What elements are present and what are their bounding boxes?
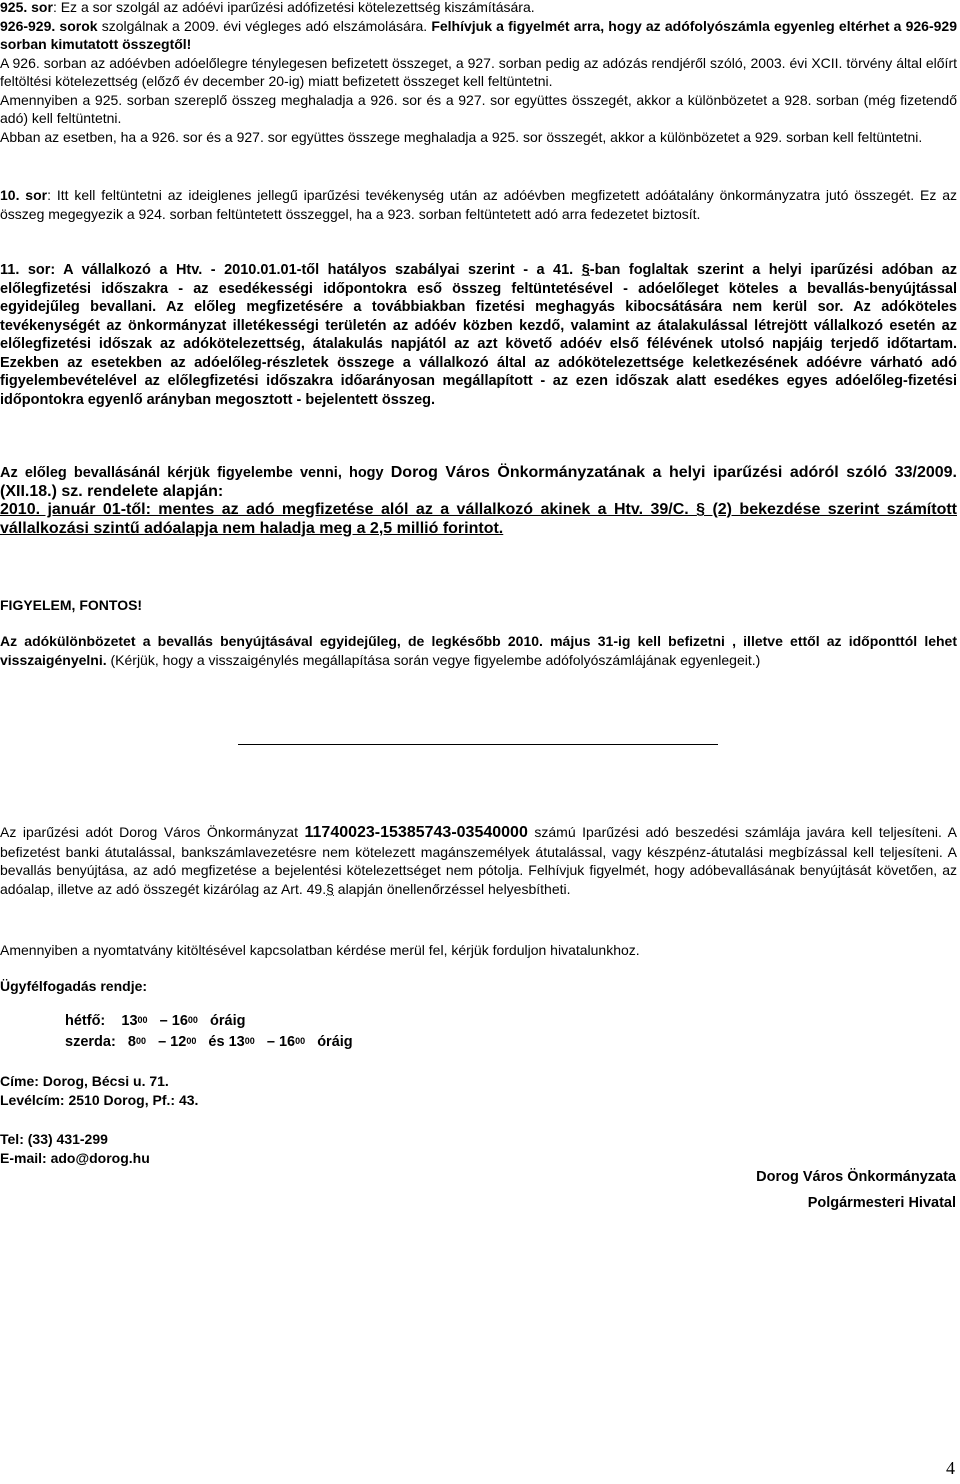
rows-926-929-notice: Felhívjuk a figyelmét arra, hogy az adófolyószámla egyenleg eltérhet a 926-929 sorban kimutatott összegtől! [0, 17, 957, 52]
minutes: 00 [244, 1036, 255, 1046]
paragraph-sign: § [326, 880, 334, 897]
signature-organization: Dorog Város Önkormányzata [756, 1169, 956, 1185]
minutes: 00 [186, 1036, 197, 1046]
email: E-mail: ado@dorog.hu [0, 1149, 150, 1166]
contact-address-block [0, 1072, 957, 1109]
prepayment-lead: Az előleg bevallásánál kérjük figyelembe venni, hogy [0, 465, 391, 481]
contact-phone-block [0, 1130, 957, 1167]
bank-account-number: 11740023-15385743-03540000 [304, 824, 528, 841]
paragraph-925 [0, 0, 957, 17]
section-row-10 [0, 186, 957, 223]
prepayment-exemption-tail: (2) bekezdése szerint számított vállalkozási szintű adóalapja nem haladja meg a 2,5 millió forintot. [0, 501, 957, 537]
office-hours-title: Ügyfélfogadás rendje: [0, 978, 148, 994]
payment-text: számú Iparűzési adó beszedési számlája javára kell teljesíteni. A befizetést banki átutalással, bankszámlavezetésre nem kötelezett magánszemélyek átutalással, vagy készpénz-átutalási megbízással kell teljesíteni. A bevallás benyújtása, az adó megfizetése a bejelentési kötelezettséget nem pótolja. Felhívjuk figyelmét, hogy adóbevallásának benyújtását követően, az adóalap, illetve az adó összegét kizárólag az Art. 49. [0, 824, 957, 897]
minutes: 00 [135, 1036, 146, 1046]
page-number: 4 [946, 1458, 955, 1478]
separator-line [238, 744, 718, 745]
difference-note: (Kérjük, hogy a visszaigénylés megállapítása során vegye figyelembe adófolyószámlájának egyenlegeit.) [106, 651, 761, 668]
dash: – [159, 1013, 168, 1029]
paragraph-sign: § [581, 262, 590, 278]
paragraph-926-927: A 926. sorban az adóévben adóelőlegre ténylegesen befizetett összeget, a 927. sorban pedig az adózás rendjéről szóló, 2003. évi XCII. törvény által előírt feltöltési kötelezettség (előző év december 20-ig) miatt befizetett összeget kell feltüntetni. [0, 54, 957, 89]
day-label: szerda: [65, 1034, 116, 1050]
hour: 13 [121, 1013, 138, 1029]
section-payment [0, 823, 957, 898]
signature-office: Polgármesteri Hivatal [807, 1195, 956, 1211]
mailing-address: Levélcím: 2510 Dorog, Pf.: 43. [0, 1091, 199, 1108]
payment-lead: Az iparűzési adót Dorog Város Önkormányzat [0, 824, 305, 840]
schedule-monday [65, 1013, 245, 1029]
day-label: hétfő: [65, 1013, 106, 1029]
paragraph-sign: § [696, 501, 706, 518]
minutes: 00 [295, 1036, 306, 1046]
warning-heading [0, 596, 957, 615]
section-difference [0, 632, 957, 669]
row-925-label: 925. sor [0, 0, 53, 15]
row-11-text: -ban foglaltak szerint a helyi iparűzési adóban az előlegfizetési időszakra - az esedékességi időpontokra eső összeg feltüntetésével - adóelőleget köteles a bevallás-benyújtással egyidejűleg bevallani. Az előleg megfizetésére a továbbiakban fizetési meghagyás kibocsátására nem kerül sor. Az adóköteles tevékenységét az önkormányzat illetékességi területén az adóév közben kezdő, valamint az átalakulással létrejött vállalkozó esetén az előlegfizetési időszak az adókötelezettség, átalakulás napjától az azt követő adóév első félévének utolsó napjáig terjedő időtartam. Ezekben az esetekben az adóelőleg-részletek összege a vállalkozó által az adókötelezettsége keletkezésének adóévre várható adó figyelembevételével az előlegfizetési időszakra időarányosan megállapított - az ezen időszak alatt esedékes egyes adóelőleg-fizetési időpontokra egyenlő arányban megosztott - bejelentett összeg. [0, 262, 957, 408]
row-925-text: : Ez a sor szolgál az adóévi iparűzési adófizetési kötelezettség kiszámítására. [52, 0, 535, 15]
section-925-929 [0, 0, 957, 146]
hour: 16 [171, 1013, 188, 1029]
phone: Tel: (33) 431-299 [0, 1131, 108, 1147]
paragraph-926-929 [0, 17, 957, 54]
conjunction: és [208, 1034, 225, 1050]
questions-text: Amennyiben a nyomtatvány kitöltésével kapcsolatban kérdése merül fel, kérjük forduljon hivatalunkhoz. [0, 942, 640, 958]
hour: 12 [170, 1034, 187, 1050]
rows-926-929-text: szolgálnak a 2009. évi végleges adó elszámolására. [97, 17, 432, 34]
suffix: óráig [317, 1034, 353, 1050]
section-prepayment [0, 464, 957, 538]
office-hours-heading [0, 977, 957, 996]
row-11-lead: 11. sor: A vállalkozó a Htv. - 2010.01.01-től hatályos szabályai szerint - a 41. [0, 262, 582, 278]
rows-926-929-label: 926-929. sorok [0, 17, 98, 34]
paragraph-929: Abban az esetben, ha a 926. sor és a 927. sor együttes összege meghaladja a 925. sor összegét, akkor a különbözetet a 929. sorban kell feltüntetni. [0, 128, 923, 145]
prepayment-exemption: 2010. január 01-től: mentes az adó megfizetése alól az a vállalkozó akinek a Htv. 39/C. [0, 501, 697, 518]
address: Címe: Dorog, Bécsi u. 71. [0, 1073, 169, 1089]
row-10-text: : Itt kell feltüntetni az ideiglenes jellegű iparűzési tevékenység után az adóévben megfizetett adóátalány önkormányzatra jutó összegét. Ez az összeg megegyezik a 924. sorban feltüntetett összeggel, ha a 923. sorban feltüntetett adó arra fedezetet biztosít. [0, 187, 957, 222]
section-row-11 [0, 261, 957, 409]
dash: – [158, 1034, 167, 1050]
minutes: 00 [137, 1015, 148, 1025]
section-questions [0, 941, 957, 960]
row-10-label: 10. sor [0, 187, 48, 203]
hour: 13 [228, 1034, 245, 1050]
paragraph-928: Amennyiben a 925. sorban szereplő összeg meghaladja a 926. sor és a 927. sor együttes összegét, akkor a különbözetet a 928. sorban (még fizetendő adó) kell feltüntetni. [0, 91, 957, 126]
prepayment-regulation: Dorog Város Önkormányzatának a helyi iparűzési adóról szóló 33/2009.(XII.18.) sz. rendelete alapján: [0, 464, 957, 500]
dash: – [266, 1034, 275, 1050]
hour: 16 [278, 1034, 296, 1050]
warning-text: FIGYELEM, FONTOS! [0, 597, 143, 613]
schedule-wednesday [65, 1034, 353, 1050]
difference-deadline: Az adókülönbözetet a bevallás benyújtásával egyidejűleg, de legkésőbb 2010. május 31-ig kell befizetni , illetve ettől az időponttól lehet visszaigényelni. [0, 633, 957, 668]
suffix: óráig [210, 1013, 246, 1029]
minutes: 00 [187, 1015, 198, 1025]
hour: 8 [127, 1034, 136, 1050]
payment-tail: alapján önellenőrzéssel helyesbítheti. [333, 880, 571, 897]
